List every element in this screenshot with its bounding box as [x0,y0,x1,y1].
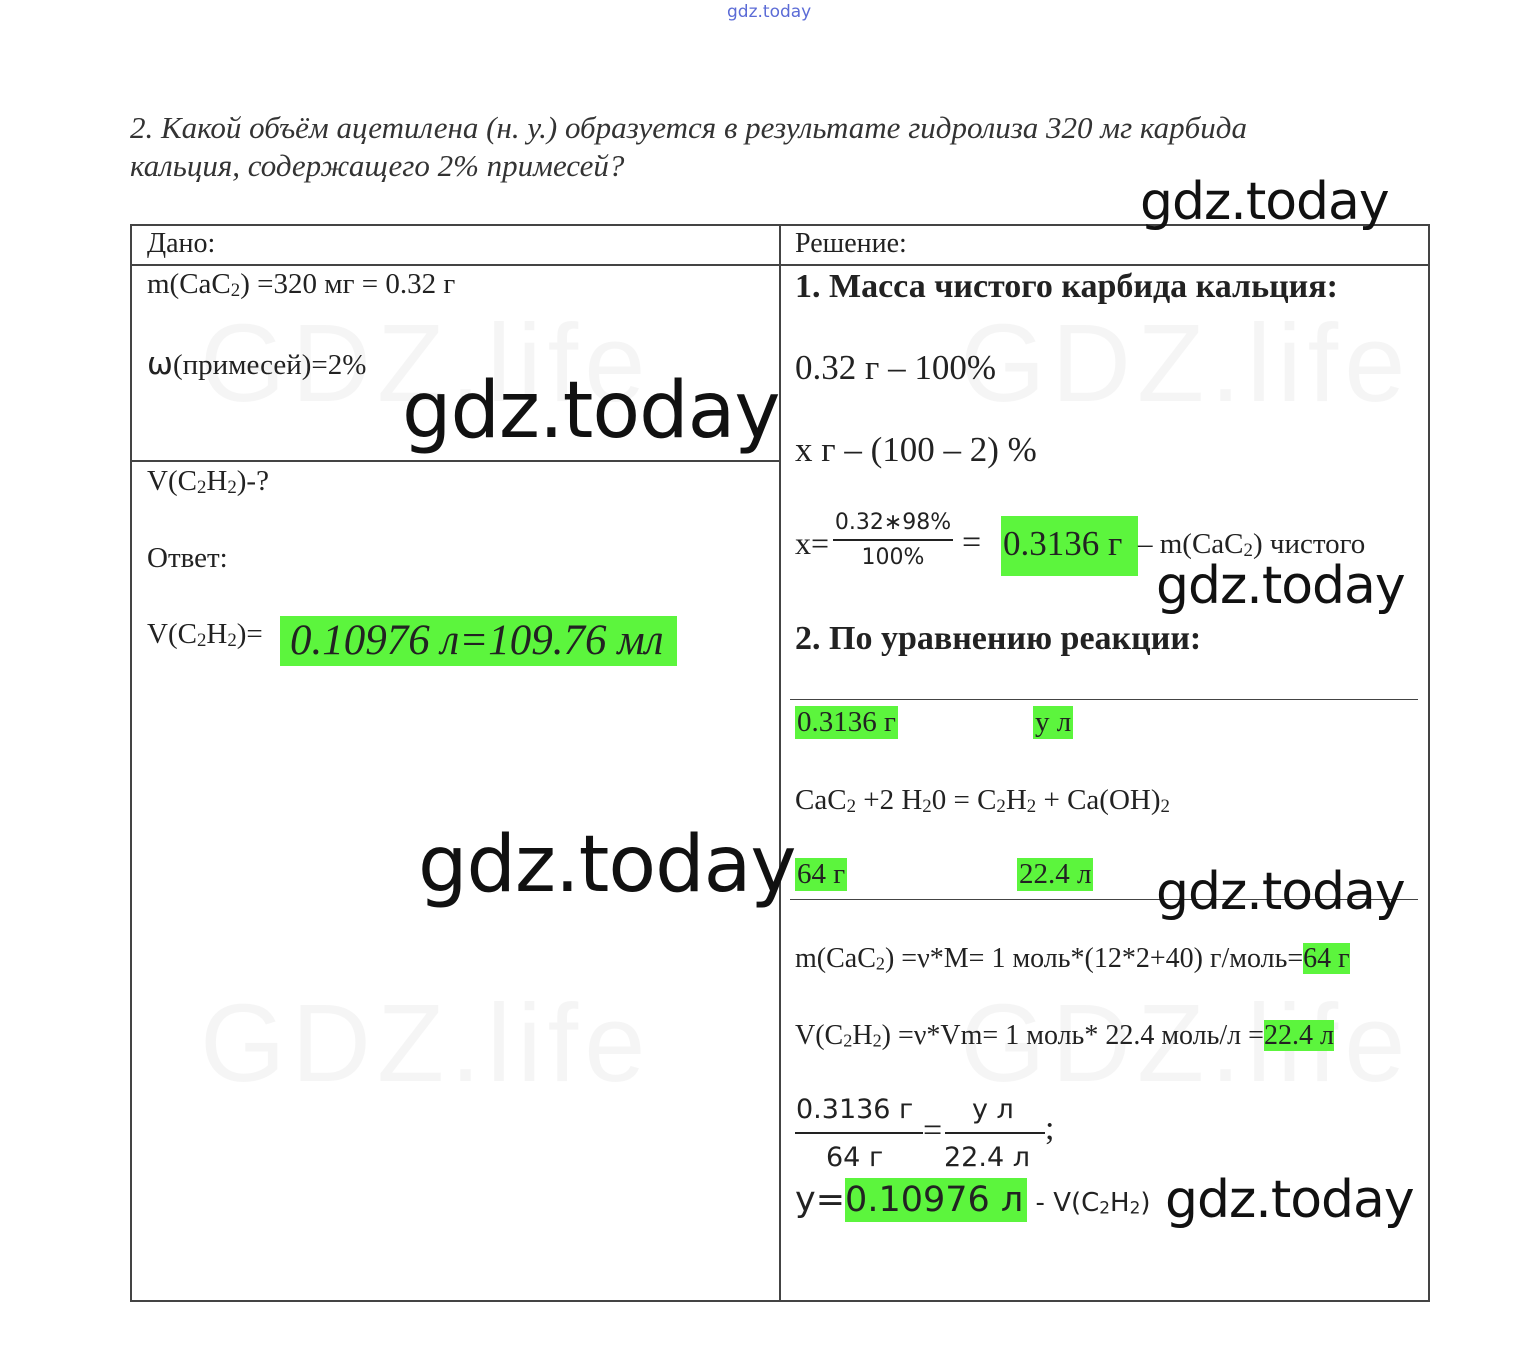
table-header-divider [130,264,1430,266]
ratio-equals: = [923,1112,943,1149]
ratio-left-bar [795,1132,923,1134]
answer-value: 0.10976 л=109.76 мл [280,616,677,666]
watermark: gdz.today [1165,1170,1414,1230]
eq-top-left: 0.3136 г [797,706,896,738]
problem-text-line2: кальция, содержащего 2% примесей? [130,148,625,183]
ratio-right-bar [945,1132,1045,1134]
x-value: 0.3136 г [1001,516,1138,576]
step1-title: 1. Масса чистого карбида кальция: [795,268,1338,305]
given-impurity: ω(примесей)=2% [147,346,367,382]
watermark: gdz.today [1156,862,1405,922]
ratio-semicolon: ; [1045,1110,1055,1147]
ratio-left-numerator: 0.3136 г [796,1094,914,1125]
x-fraction-numerator: 0.32∗98% [833,510,953,541]
table-border-right [1428,224,1430,1302]
problem-text-line1: 2. Какой объём ацетилена (н. у.) образуется в результате гидролиза 320 мг карбида [130,110,1247,145]
ghost-watermark [960,300,1411,427]
answer-line: $V(C_2H_2)=$ [147,618,263,651]
x-prefix: х= [795,525,830,561]
solution-header: Решение: [795,228,907,259]
eq-bottom-right: 22.4 л [1019,858,1092,890]
molar-mass-line: m(CaC$_2$) =ν*M= 1 моль*(12*2+40) г/моль=64 г [795,943,1350,974]
answer-label: Ответ: [147,542,228,574]
ratio-left-denominator: 64 г [826,1142,884,1173]
eq-top-right: у л [1035,706,1072,738]
x-suffix: – m(CaC$_2$) чистого [1138,528,1366,561]
ratio-right-denominator: 22.4 л [944,1142,1030,1173]
given-divider [130,460,780,462]
x-equals: = [962,524,982,561]
result-value: 0.10976 л [845,1178,1027,1222]
molar-volume-line: $V(C_2H_2) =\nu*Vm= 1$ моль* 22.4 моль/л =22.4 л [795,1020,1334,1051]
molar-volume-value: 22.4 л [1263,1020,1334,1051]
watermark: gdz.today [402,366,780,456]
watermark: gdz.today [418,820,796,910]
result-line: у=0.10976 л - $V(C_2H_2)$ [795,1180,1151,1220]
molar-mass-value: 64 г [1303,943,1350,974]
x-fraction-denominator: 100% [861,545,925,570]
x-fraction [833,510,953,570]
proportion-line1: 0.32 г – 100% [795,348,997,387]
table-border-left [130,224,132,1302]
given-mass: m(CaC$_2$) =320 мг = 0.32 г [147,268,456,301]
eq-bottom-left: 64 г [797,858,846,890]
equation-line-top [790,699,1418,700]
watermark: gdz.today [1140,172,1389,232]
ratio-right-numerator: у л [972,1094,1014,1125]
ghost-watermark [200,980,651,1107]
find-volume: $V(C_2H_2)-$? [147,465,269,498]
given-header: Дано: [147,228,216,259]
proportion-line2: х г – (100 – 2) % [795,430,1037,469]
watermark: gdz.today [1156,556,1405,616]
step2-title: 2. По уравнению реакции: [795,620,1202,657]
site-header-link[interactable]: gdz.today [727,2,812,22]
reaction-equation: CaC$_2$ +2 $H_20 = C_2H_2 + Ca(OH)_2$ [795,784,1170,817]
